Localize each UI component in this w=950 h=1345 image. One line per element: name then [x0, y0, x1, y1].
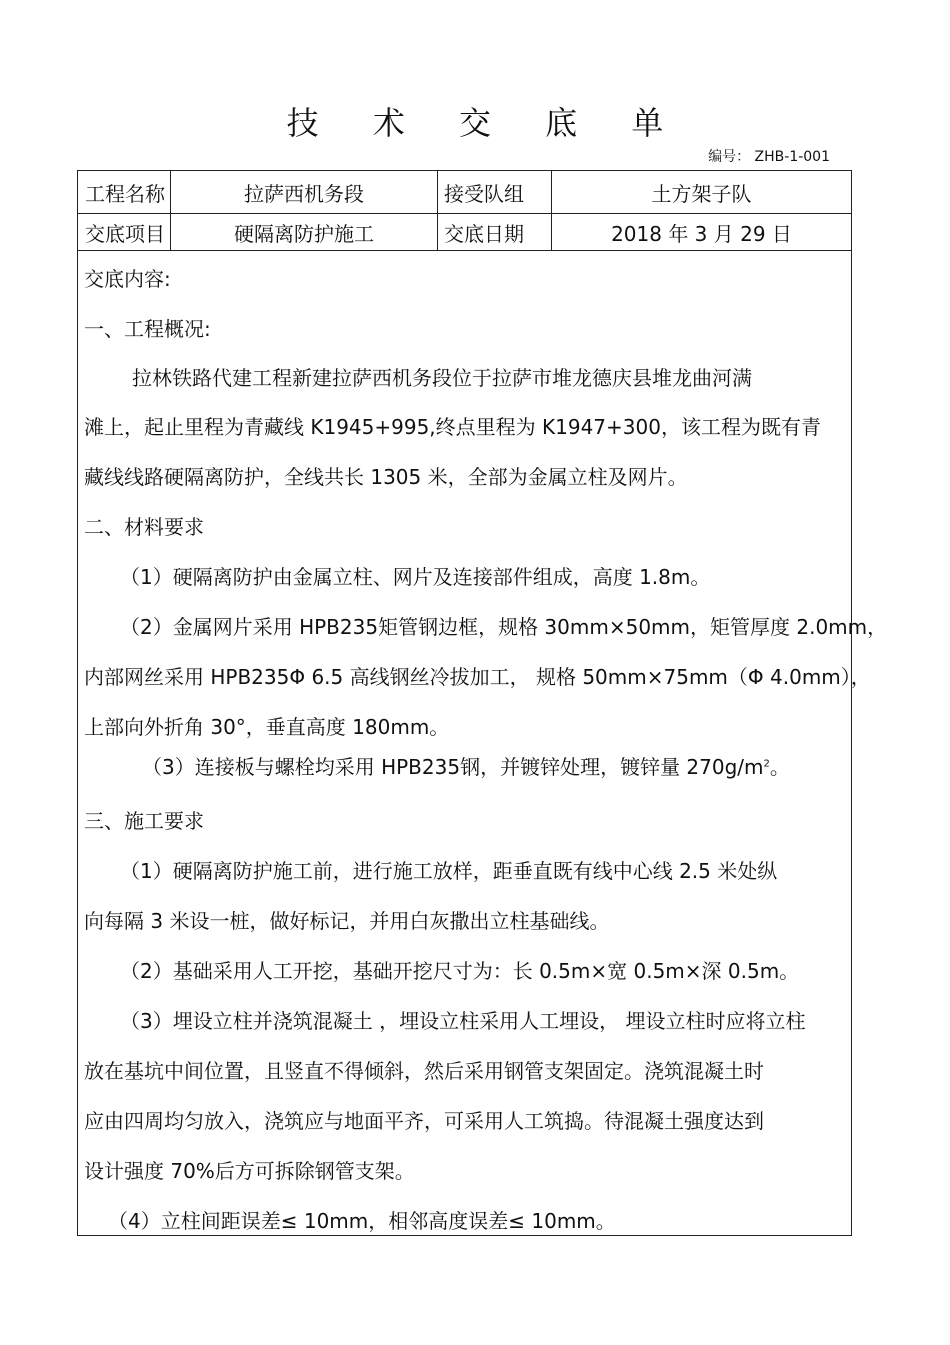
paragraph-line: 向每隔 3 米设一桩，做好标记，并用白灰撒出立柱基础线。	[84, 909, 610, 933]
paragraph-line	[142, 751, 790, 780]
paragraph-line: 内部网丝采用 HPB235Φ 6.5 高线钢丝冷拔加工， 规格 50mm×75mm（Φ 4.0mm），	[84, 665, 871, 689]
paragraph-line: （4）立柱间距误差≤ 10mm，相邻高度误差≤ 10mm。	[108, 1209, 616, 1233]
paragraph-line: 拉林铁路代建工程新建拉萨西机务段位于拉萨市堆龙德庆县堆龙曲河满	[132, 366, 752, 390]
paragraph-line: 滩上，起止里程为青藏线 K1945+995,终点里程为 K1947+300，该工程为既有青	[84, 415, 821, 439]
label-disclosure-item: 交底项目	[78, 214, 171, 250]
value-project-name: 拉萨西机务段	[171, 171, 438, 213]
header-row-1	[78, 171, 851, 214]
paragraph-line: （1）硬隔离防护施工前，进行施工放样，距垂直既有线中心线 2.5 米处纵	[120, 859, 778, 883]
paragraph-line: （2）金属网片采用 HPB235矩管钢边框，规格 30mm×50mm，矩管厚度 2.0mm，	[120, 615, 888, 639]
document-title: 技 术 交 底 单	[286, 104, 686, 142]
document-code: 编号： ZHB-1-001	[708, 149, 830, 165]
label-disclosure-date: 交底日期	[438, 214, 552, 250]
paragraph-line: 应由四周均匀放入，浇筑应与地面平齐，可采用人工筑捣。待混凝土强度达到	[84, 1109, 764, 1133]
paragraph-line: 藏线线路硬隔离防护，全线共长 1305 米，全部为金属立柱及网片。	[84, 465, 688, 489]
paragraph-line: 设计强度 70%后方可拆除钢管支架。	[84, 1159, 415, 1183]
text-segment: 。	[769, 755, 790, 779]
value-receiving-team: 土方架子队	[651, 181, 752, 206]
paragraph-line: 放在基坑中间位置，且竖直不得倾斜，然后采用钢管支架固定。浇筑混凝土时	[84, 1059, 764, 1083]
paragraph-line: （2）基础采用人工开挖，基础开挖尺寸为：长 0.5m×宽 0.5m×深 0.5m。	[120, 959, 800, 983]
section-heading-overview: 一、工程概况:	[84, 317, 211, 341]
superscript: 2	[763, 758, 770, 770]
value-disclosure-date: 2018 年 3 月 29 日	[611, 221, 792, 246]
header-row-2	[78, 214, 851, 251]
content-heading: 交底内容:	[84, 267, 171, 291]
label-project-name: 工程名称	[78, 171, 171, 213]
value-disclosure-item: 硬隔离防护施工	[171, 214, 438, 250]
paragraph-line: （3）埋设立柱并浇筑混凝土 ，埋设立柱采用人工埋设， 埋设立柱时应将立柱	[120, 1009, 806, 1033]
paragraph-line: （1）硬隔离防护由金属立柱、网片及连接部件组成，高度 1.8m。	[120, 565, 711, 589]
text-segment: （3）连接板与螺栓均采用 HPB235钢，并镀锌处理，镀锌量 270g/m	[142, 755, 764, 779]
label-receiving-team: 接受队组	[438, 171, 552, 213]
section-heading-materials: 二、材料要求	[84, 515, 204, 539]
paragraph-line: 上部向外折角 30°，垂直高度 180mm。	[84, 715, 450, 739]
section-heading-construction: 三、施工要求	[84, 809, 204, 833]
disclosure-sheet	[77, 170, 888, 1236]
